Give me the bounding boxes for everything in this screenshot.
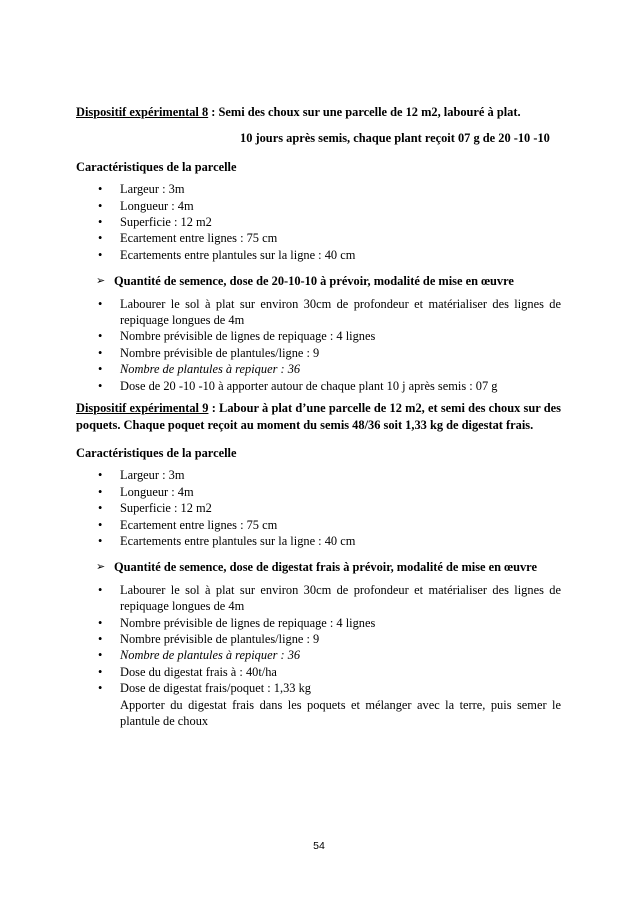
list-item: • Dose du digestat frais à : 40t/ha xyxy=(98,664,277,679)
section8-steps-list xyxy=(76,296,561,394)
bullet-icon: • xyxy=(98,631,103,646)
list-item: • Ecartements entre plantules sur la ligne : 40 cm xyxy=(98,247,356,262)
page-number: 54 xyxy=(313,840,325,852)
arrow-bullet-icon: ➢ xyxy=(96,274,106,288)
section8-heading-label: Dispositif expérimental 8 xyxy=(76,105,209,119)
bullet-icon: • xyxy=(98,517,103,532)
page-content xyxy=(76,104,561,729)
section8-heading-text: : Semi des choux sur une parcelle de 12 m2, labouré à plat. xyxy=(208,105,521,119)
list-item: • Labourer le sol à plat sur environ 30cm de profondeur et matérialiser des lignes de repiquage longues de 4m xyxy=(98,296,561,328)
list-item: • Superficie : 12 m2 xyxy=(98,215,212,230)
bullet-icon: • xyxy=(98,648,103,663)
bullet-icon: • xyxy=(98,296,103,311)
bullet-icon: • xyxy=(98,378,103,393)
section9-char-list xyxy=(76,467,561,549)
list-item: • Ecartements entre plantules sur la ligne : 40 cm xyxy=(98,533,356,548)
bullet-icon: • xyxy=(98,533,103,548)
bullet-icon: • xyxy=(98,345,103,360)
section9-heading-label: Dispositif expérimental 9 xyxy=(76,401,209,416)
list-item: • Largeur : 3m xyxy=(98,182,185,197)
bullet-icon: • xyxy=(98,198,103,213)
bullet-icon: • xyxy=(98,231,103,246)
list-item: • Nombre prévisible de lignes de repiquage : 4 lignes xyxy=(98,329,376,344)
bullet-icon: • xyxy=(98,468,103,483)
list-item: • Nombre prévisible de lignes de repiquage : 4 lignes xyxy=(98,615,376,630)
bullet-icon: • xyxy=(98,247,103,262)
section9-final-note: Apporter du digestat frais dans les poquets et mélanger avec la terre, puis semer le plantule de choux xyxy=(120,697,561,728)
list-item: • Ecartement entre lignes : 75 cm xyxy=(98,517,278,532)
section8-char-title: Caractéristiques de la parcelle xyxy=(76,159,237,174)
list-item: • Nombre de plantules à repiquer : 36 xyxy=(98,648,301,663)
bullet-icon: • xyxy=(98,615,103,630)
bullet-icon: • xyxy=(98,582,103,597)
bullet-icon: • xyxy=(98,664,103,679)
section8-heading xyxy=(76,104,561,120)
bullet-icon: • xyxy=(98,215,103,230)
list-item: • Superficie : 12 m2 xyxy=(98,501,212,516)
list-item: • Dose de digestat frais/poquet : 1,33 kg xyxy=(98,681,311,696)
list-item: • Nombre prévisible de plantules/ligne : 9 xyxy=(98,631,320,646)
section9-char-title: Caractéristiques de la parcelle xyxy=(76,445,237,460)
section9-arrow-heading: ➢ Quantité de semence, dose de digestat frais à prévoir, modalité de mise en œuvre xyxy=(96,560,537,575)
list-item: • Labourer le sol à plat sur environ 30cm de profondeur et matérialiser des lignes de repiquage longues de 4m xyxy=(98,582,561,614)
bullet-icon: • xyxy=(98,501,103,516)
list-item: • Nombre prévisible de plantules/ligne : 9 xyxy=(98,345,320,360)
bullet-icon: • xyxy=(98,182,103,197)
bullet-icon: • xyxy=(98,362,103,377)
section9-heading xyxy=(76,400,561,433)
section8-arrow-heading: ➢ Quantité de semence, dose de 20-10-10 à prévoir, modalité de mise en œuvre xyxy=(96,274,514,289)
arrow-bullet-icon: ➢ xyxy=(96,560,106,574)
bullet-icon: • xyxy=(98,329,103,344)
bullet-icon: • xyxy=(98,681,103,696)
section8-subline: 10 jours après semis, chaque plant reçoit 07 g de 20 -10 -10 xyxy=(240,131,550,146)
section8-char-list xyxy=(76,181,561,263)
list-item: • Longueur : 4m xyxy=(98,198,194,213)
bullet-icon: • xyxy=(98,484,103,499)
section9-steps-list xyxy=(76,582,561,697)
list-item: • Largeur : 3m xyxy=(98,468,185,483)
list-item: • Ecartement entre lignes : 75 cm xyxy=(98,231,278,246)
section9-heading-text: : Labour à plat d’une parcelle de 12 m2, et semi des choux sur des poquets. Chaque poquet reçoit au moment du semis 48/36 soit 1,33 kg de digestat frais. xyxy=(76,401,561,432)
list-item: • Dose de 20 -10 -10 à apporter autour de chaque plant 10 j après semis : 07 g xyxy=(98,378,498,393)
list-item: • Longueur : 4m xyxy=(98,484,194,499)
list-item: • Nombre de plantules à repiquer : 36 xyxy=(98,362,301,377)
